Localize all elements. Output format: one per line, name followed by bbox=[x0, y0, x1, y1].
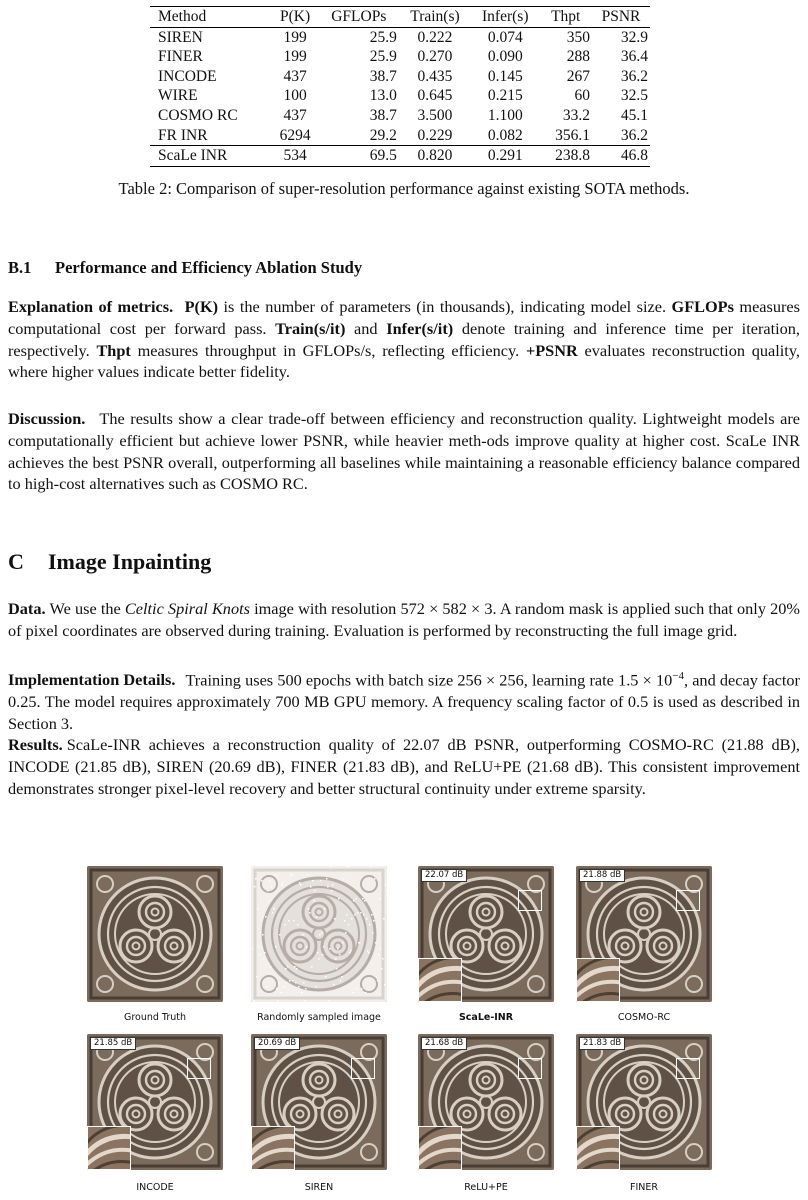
zoom-inset-image bbox=[577, 1127, 619, 1169]
celtic-knot-image bbox=[87, 866, 223, 1002]
table-row bbox=[150, 27, 650, 47]
table-cell: 199 bbox=[283, 28, 307, 46]
table-cell: 25.9 bbox=[369, 28, 397, 46]
text: denote training and inference time per iteration, respectively. bbox=[8, 318, 800, 360]
text: Training uses 500 epochs with batch size 256 × 256, learning rate 1.5 × 10 bbox=[185, 670, 673, 690]
text: and bbox=[345, 318, 387, 338]
implementation-paragraph bbox=[8, 666, 800, 735]
figure-panel-label: ScaLe-INR bbox=[458, 1012, 514, 1023]
table-header-row bbox=[150, 7, 650, 28]
figure-panel-label: Randomly sampled image bbox=[257, 1012, 381, 1023]
zoom-inset-image bbox=[419, 959, 461, 1001]
table-cell: 29.2 bbox=[369, 126, 397, 144]
table-cell: 0.090 bbox=[487, 48, 523, 66]
zoom-inset bbox=[576, 1126, 620, 1170]
figure-panel-label: FINER bbox=[630, 1182, 658, 1193]
section-title: Image Inpainting bbox=[48, 549, 212, 574]
table-cell: COSMO RC bbox=[158, 106, 238, 124]
subsection-heading bbox=[8, 258, 362, 278]
table-caption: Table 2: Comparison of super-resolution performance against existing SOTA methods. bbox=[118, 179, 690, 198]
table-cell: 6294 bbox=[279, 126, 311, 144]
col-header: Method bbox=[158, 8, 207, 25]
table-row bbox=[150, 67, 650, 87]
table-cell: 38.7 bbox=[369, 106, 397, 124]
table-cell: 0.074 bbox=[487, 28, 523, 46]
table-cell: 0.145 bbox=[487, 67, 523, 85]
zoom-inset-image bbox=[252, 1127, 294, 1169]
table-cell: WIRE bbox=[158, 87, 198, 105]
comparison-table bbox=[150, 6, 650, 167]
data-paragraph bbox=[8, 598, 800, 642]
table-cell: 238.8 bbox=[555, 147, 591, 165]
figure-panel-label: SIREN bbox=[304, 1182, 334, 1193]
celtic-knot-image bbox=[251, 866, 387, 1002]
subsection-number: B.1 bbox=[8, 258, 32, 277]
figure-panel bbox=[87, 1034, 223, 1170]
table-cell: 0.270 bbox=[417, 48, 453, 66]
table-cell: 0.215 bbox=[487, 87, 523, 105]
table-cell: 0.435 bbox=[417, 67, 453, 85]
table-cell: 33.2 bbox=[562, 106, 591, 124]
table-cell: 13.0 bbox=[369, 87, 397, 105]
zoom-region-box bbox=[676, 890, 700, 911]
table-cell: FINER bbox=[158, 48, 203, 66]
table-cell: 0.820 bbox=[417, 147, 453, 165]
table-cell: 25.9 bbox=[369, 48, 397, 66]
table-row bbox=[150, 126, 650, 146]
zoom-inset-image bbox=[88, 1127, 130, 1169]
table-cell: 288 bbox=[566, 48, 591, 66]
table-row bbox=[150, 47, 650, 67]
zoom-inset-image bbox=[419, 1127, 461, 1169]
table-cell: 199 bbox=[283, 48, 307, 66]
text: image with resolution 572 × 582 × 3. A random mask is applied such that only 20% of pixel coordinates are observed during training. Evaluation is performed by reconstructing the full image grid. bbox=[8, 599, 800, 640]
table-cell: SIREN bbox=[158, 28, 203, 46]
text: evaluates reconstruction quality, where higher values indicate better fidelity. bbox=[8, 340, 800, 382]
exponent: −4 bbox=[672, 670, 684, 682]
table-row bbox=[150, 106, 650, 126]
text: The results show a clear trade-off between efficiency and reconstruction quality. Lightweight models are computationally efficient but achieve lower PSNR, while heavier meth-ods improve quality at higher cost. ScaLe INR achieves the best PSNR overall, outperforming all baselines while maintaining a reasonable efficiency balance compared to high-cost alternatives such as COSMO RC. bbox=[8, 409, 800, 494]
col-header: GFLOPs bbox=[331, 8, 387, 25]
zoom-inset-image bbox=[577, 959, 619, 1001]
col-header: Infer(s) bbox=[482, 8, 529, 25]
section-number: C bbox=[8, 549, 24, 574]
table-cell: 437 bbox=[283, 106, 307, 124]
figure-panel bbox=[418, 1034, 554, 1170]
table-cell: 350 bbox=[566, 28, 591, 46]
subsection-title: Performance and Efficiency Ablation Study bbox=[55, 258, 363, 277]
table-cell: 0.229 bbox=[417, 126, 453, 144]
table-cell: 100 bbox=[283, 87, 307, 105]
zoom-inset bbox=[418, 958, 462, 1002]
zoom-region-box bbox=[676, 1058, 700, 1079]
table-cell: 69.5 bbox=[369, 147, 397, 165]
table-cell: 36.2 bbox=[620, 67, 648, 85]
text: We use the bbox=[49, 599, 125, 618]
comparison-table-wrap bbox=[150, 6, 650, 167]
psnr-tag: 22.07 dB bbox=[421, 869, 467, 882]
text: , and decay factor 0.25. The model requires approximately 700 MB GPU memory. A frequency scaling factor of 0.5 is used as described in Section 3. bbox=[8, 670, 800, 734]
paragraph-lead: Discussion. bbox=[8, 409, 86, 428]
zoom-inset bbox=[576, 958, 620, 1002]
table-cell: 267 bbox=[566, 67, 591, 85]
table-cell: 534 bbox=[283, 147, 307, 165]
col-header: Thpt bbox=[551, 8, 581, 25]
psnr-tag: 21.88 dB bbox=[579, 869, 625, 882]
col-header: PSNR bbox=[601, 8, 641, 25]
table-cell: 3.500 bbox=[417, 106, 453, 124]
term: Train(s/it) bbox=[275, 318, 346, 338]
term: Infer(s/it) bbox=[386, 318, 454, 338]
table-cell: 60 bbox=[574, 87, 591, 105]
table-cell: 356.1 bbox=[555, 126, 591, 144]
table-cell: FR INR bbox=[158, 126, 208, 144]
table-cell: 0.222 bbox=[417, 28, 453, 46]
figure-panel bbox=[251, 1034, 387, 1170]
figure-panel-label: Ground Truth bbox=[123, 1012, 187, 1023]
zoom-region-box bbox=[518, 890, 542, 911]
table-row bbox=[150, 146, 650, 167]
term: Thpt bbox=[96, 340, 131, 360]
psnr-tag: 21.83 dB bbox=[579, 1037, 625, 1050]
section-heading bbox=[8, 549, 211, 575]
text: is the number of parameters (in thousands), indicating model size. bbox=[218, 297, 672, 316]
table-cell: 32.5 bbox=[620, 87, 648, 105]
paragraph-lead: Data. bbox=[8, 599, 46, 618]
table-cell: 38.7 bbox=[369, 67, 397, 85]
table-row bbox=[150, 86, 650, 106]
paragraph-lead: Implementation Details. bbox=[8, 670, 176, 690]
zoom-inset bbox=[251, 1126, 295, 1170]
col-header: P(K) bbox=[280, 8, 311, 25]
psnr-tag: 21.85 dB bbox=[90, 1037, 136, 1050]
term: P(K) bbox=[184, 297, 219, 316]
paragraph-lead: Results. bbox=[8, 735, 63, 754]
text: ScaLe-INR achieves a reconstruction quality of 22.07 dB PSNR, outperforming COSMO-RC (21.88 dB), INCODE (21.85 dB), SIREN (20.69 dB), FINER (21.83 dB), and ReLU+PE (21.68 dB). This consistent improvement demonstrates stronger pixel-level recovery and better structural continuity under extreme sparsity. bbox=[8, 735, 800, 798]
metrics-paragraph bbox=[8, 296, 800, 383]
paragraph-lead: Explanation of metrics. bbox=[8, 297, 174, 316]
figure-panel-label: COSMO-RC bbox=[617, 1012, 671, 1023]
table-cell: 1.100 bbox=[487, 106, 523, 124]
table-cell: 0.291 bbox=[487, 147, 523, 165]
col-header: Train(s) bbox=[410, 8, 460, 25]
results-paragraph bbox=[8, 734, 800, 799]
term: GFLOPs bbox=[671, 297, 734, 316]
zoom-region-box bbox=[187, 1058, 211, 1079]
zoom-region-box bbox=[518, 1058, 542, 1079]
zoom-inset bbox=[418, 1126, 462, 1170]
zoom-region-box bbox=[351, 1058, 375, 1079]
figure-panel-label: ReLU+PE bbox=[464, 1182, 508, 1193]
discussion-paragraph bbox=[8, 408, 800, 495]
figure-panel bbox=[418, 866, 554, 1002]
psnr-tag: 20.69 dB bbox=[254, 1037, 300, 1050]
term: +PSNR bbox=[525, 340, 578, 360]
table-cell: 32.9 bbox=[620, 28, 648, 46]
figure-panel bbox=[576, 1034, 712, 1170]
table-cell: 36.4 bbox=[620, 48, 648, 66]
zoom-inset bbox=[87, 1126, 131, 1170]
text: measures throughput in GFLOPs/s, reflecting efficiency. bbox=[130, 340, 526, 360]
table-cell: INCODE bbox=[158, 67, 217, 85]
table-cell: 46.8 bbox=[620, 147, 648, 165]
table-cell: ScaLe INR bbox=[158, 147, 228, 165]
psnr-tag: 21.68 dB bbox=[421, 1037, 467, 1050]
table-cell: 0.082 bbox=[487, 126, 523, 144]
table-cell: 45.1 bbox=[620, 106, 648, 124]
table-cell: 36.2 bbox=[620, 126, 648, 144]
figure-panel-label: INCODE bbox=[136, 1182, 174, 1193]
figure-panel bbox=[576, 866, 712, 1002]
table-cell: 437 bbox=[283, 67, 307, 85]
image-name: Celtic Spiral Knots bbox=[124, 599, 250, 618]
figure-panel bbox=[251, 866, 387, 1002]
text: measures computational cost per forward pass. bbox=[8, 297, 800, 338]
figure-panel bbox=[87, 866, 223, 1002]
table-cell: 0.645 bbox=[417, 87, 453, 105]
